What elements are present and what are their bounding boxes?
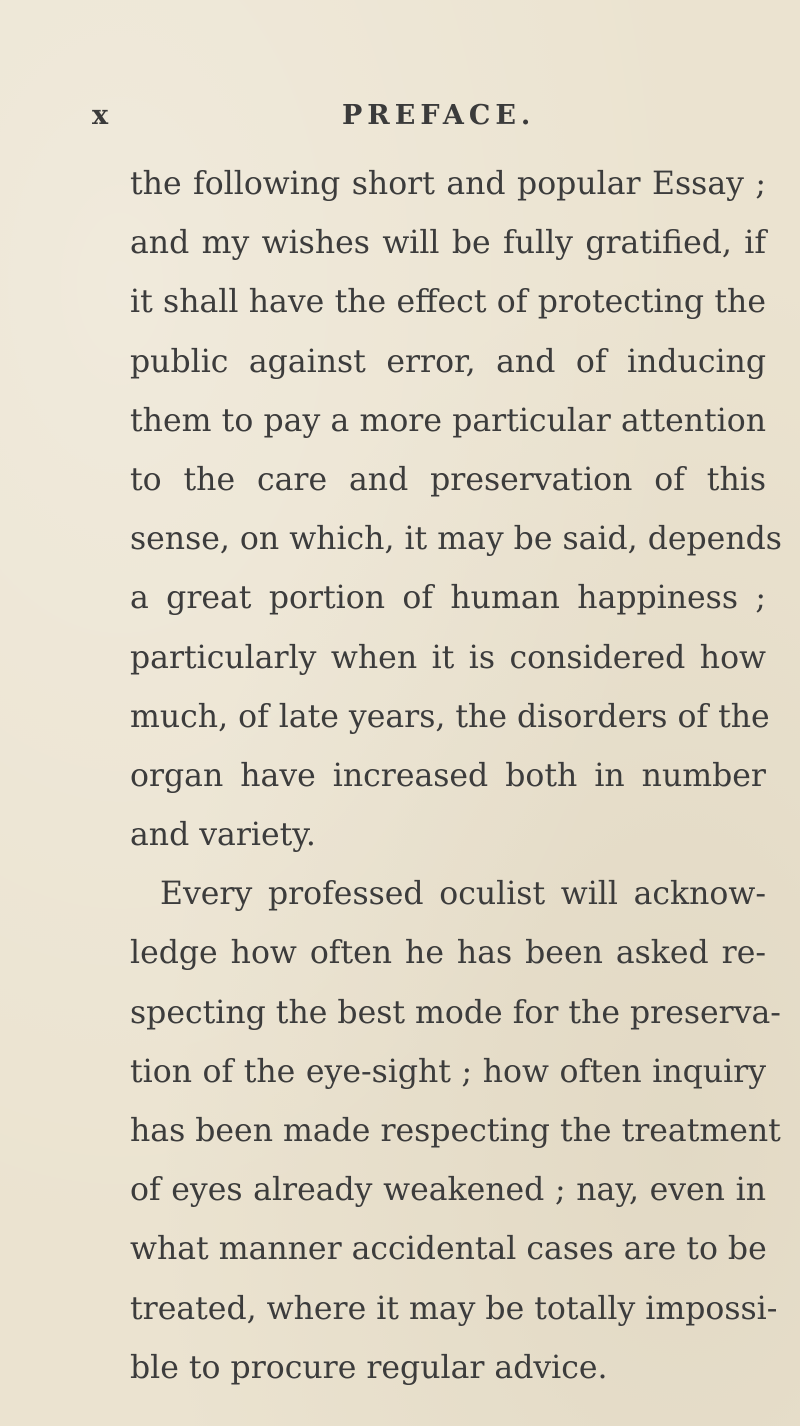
text-line: of eyes already weakened ; nay, even in bbox=[130, 1172, 766, 1209]
paragraph-start-line: Every professed oculist will acknow- bbox=[160, 876, 766, 913]
text-line: sense, on which, it may be said, depends bbox=[130, 521, 782, 558]
text-line: a great portion of human happiness ; bbox=[130, 580, 766, 617]
text-line: to the care and preservation of this bbox=[130, 461, 766, 498]
text-line: much, of late years, the disorders of the bbox=[130, 698, 770, 735]
paragraph-end-line: ble to procure regular advice. bbox=[130, 1349, 608, 1386]
text-line: treated, where it may be totally impossi- bbox=[130, 1290, 778, 1327]
text-line: organ have increased both in number bbox=[130, 757, 766, 794]
text-line: has been made respecting the treatment bbox=[130, 1113, 781, 1149]
text-line: tion of the eye-sight ; how often inquiry bbox=[130, 1053, 766, 1090]
text-line: public against error, and of inducing bbox=[130, 343, 766, 380]
text-line: particularly when it is considered how bbox=[130, 639, 766, 676]
text-line: them to pay a more particular attention bbox=[130, 402, 766, 439]
text-line: and my wishes will be fully gratified, if bbox=[130, 225, 766, 262]
text-line: what manner accidental cases are to be bbox=[130, 1231, 767, 1268]
text-line: specting the best mode for the preserva- bbox=[130, 994, 781, 1031]
text-line: the following short and popular Essay ; bbox=[130, 166, 766, 202]
paragraph-end-line: and variety. bbox=[130, 817, 316, 854]
text-line: ledge how often he has been asked re- bbox=[130, 935, 766, 972]
text-line: it shall have the effect of protecting the bbox=[130, 284, 766, 321]
page-number: x bbox=[92, 100, 110, 131]
running-head: PREFACE. bbox=[342, 100, 536, 131]
body-text bbox=[130, 164, 782, 1407]
page-header bbox=[92, 100, 732, 140]
